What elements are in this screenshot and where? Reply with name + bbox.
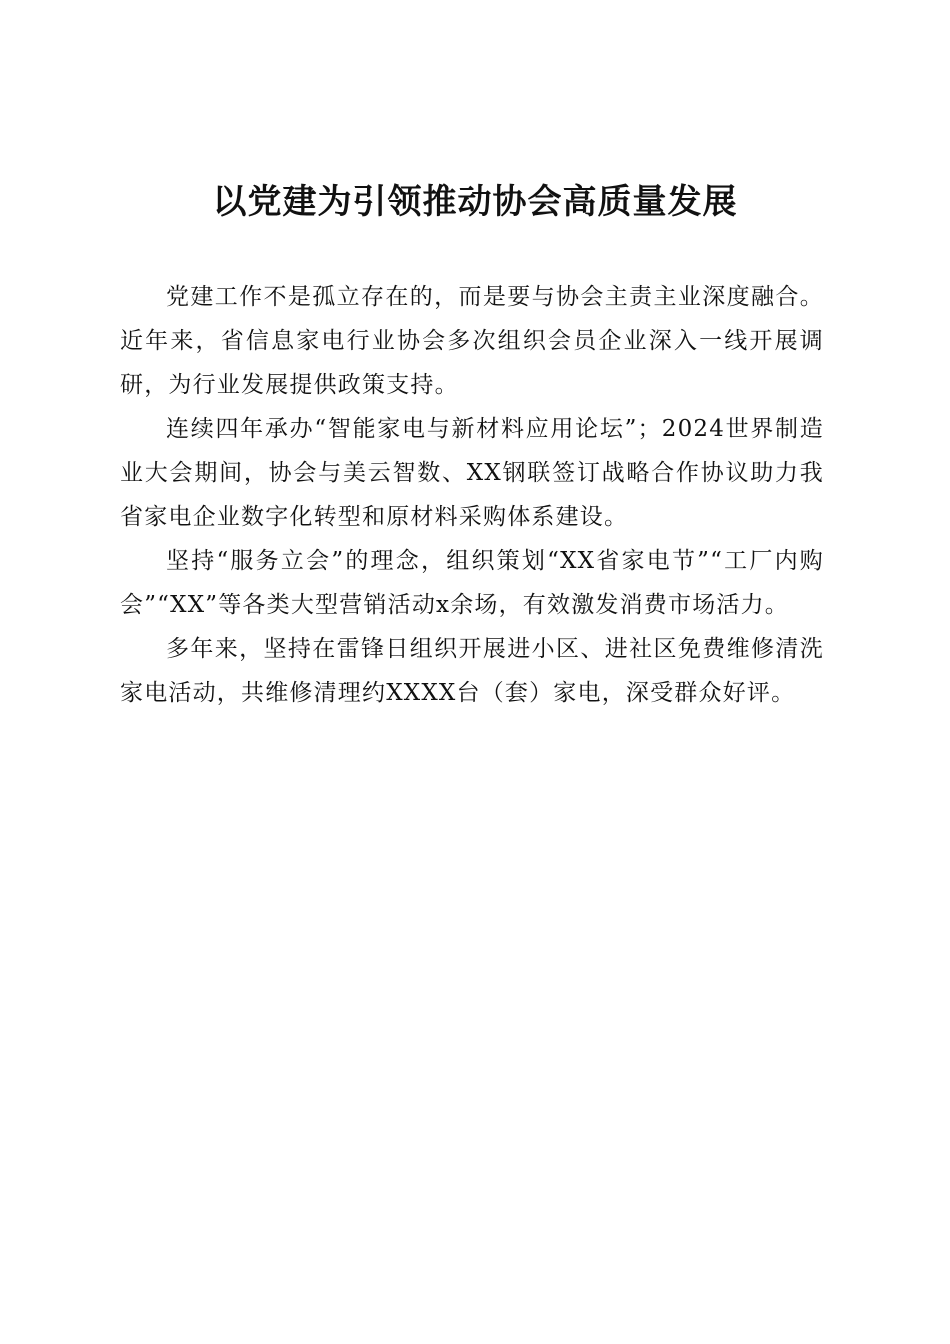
paragraph-2: 连续四年承办“智能家电与新材料应用论坛”；2024世界制造业大会期间，协会与美云智数、XX钢联签订战略合作协议助力我省家电企业数字化转型和原材料采购体系建设。 — [120, 416, 824, 530]
paragraph-3: 坚持“服务立会”的理念，组织策划“XX省家电节”“工厂内购会”“XX”等各类大型营销活动x余场，有效激发消费市场活力。 — [120, 548, 824, 618]
paragraph-4: 多年来，坚持在雷锋日组织开展进小区、进社区免费维修清洗家电活动，共维修清理约XXXX台（套）家电，深受群众好评。 — [120, 636, 824, 706]
paragraph-1: 党建工作不是孤立存在的，而是要与协会主责主业深度融合。近年来，省信息家电行业协会多次组织会员企业深入一线开展调研，为行业发展提供政策支持。 — [120, 284, 824, 398]
document-body — [120, 275, 824, 715]
document-title: 以党建为引领推动协会高质量发展 — [212, 182, 738, 222]
